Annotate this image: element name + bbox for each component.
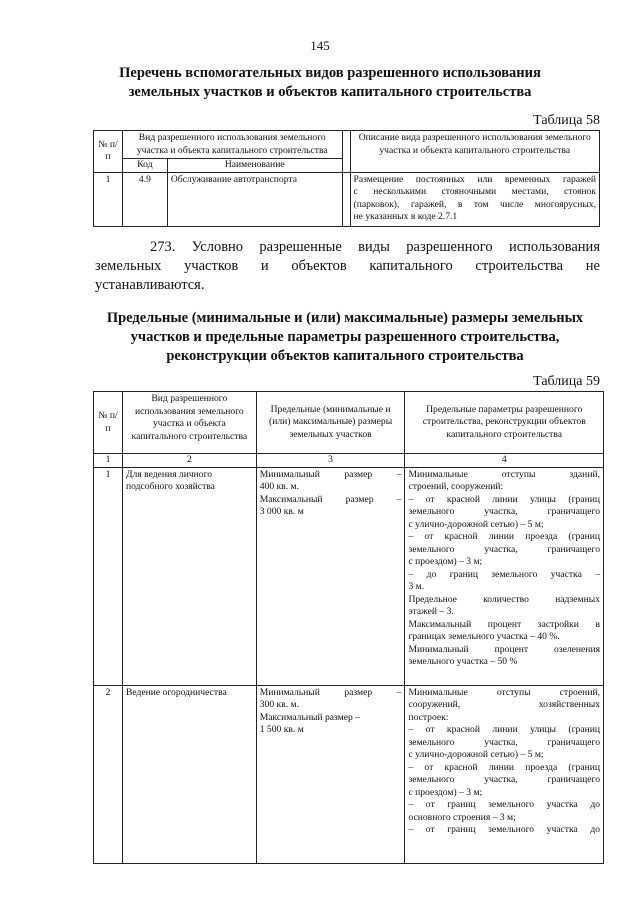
column-number: 3 bbox=[256, 454, 405, 468]
cell-code: 4.9 bbox=[122, 172, 167, 226]
paragraph-line: устанавливаются. bbox=[95, 277, 205, 293]
header-sizes: Предельные (минимальные и (или) максимальные) размеры земельных участков bbox=[256, 392, 405, 454]
header-num: № п/п bbox=[94, 392, 123, 454]
cell-line: – до границ земельного участка – bbox=[408, 568, 600, 580]
cell-params bbox=[405, 467, 604, 685]
table-row bbox=[94, 685, 604, 863]
cell-line: 3 м. bbox=[408, 581, 425, 592]
table-59 bbox=[93, 391, 604, 864]
paragraph-273 bbox=[95, 238, 600, 295]
cell-line: – от красной линии улицы (границ bbox=[408, 493, 600, 505]
cell-line: этажей – 3. bbox=[408, 606, 454, 617]
cell-use-type: Для ведения личного подсобного хозяйства bbox=[122, 467, 256, 685]
cell-line: Минимальный размер – bbox=[259, 686, 402, 698]
cell-num: 1 bbox=[94, 467, 123, 685]
desc-line: Размещение постоянных или временных гаражей bbox=[353, 173, 596, 185]
cell-name: Обслуживание автотранспорта bbox=[167, 172, 342, 226]
cell-line: 1 500 кв. м bbox=[259, 724, 304, 735]
paragraph-line: 273. Условно разрешенные виды разрешенного использования bbox=[150, 239, 600, 255]
cell-sizes bbox=[256, 467, 405, 685]
cell-line: с проездом) – 3 м; bbox=[408, 786, 483, 798]
cell-line: с проездом) – 3 м; bbox=[408, 556, 483, 567]
cell-line: земельного участка, граничащего bbox=[408, 736, 600, 748]
heading-auxiliary-uses bbox=[60, 64, 600, 102]
cell-line: – от границ земельного участка до bbox=[408, 799, 600, 810]
table-row bbox=[94, 467, 604, 685]
column-number: 1 bbox=[94, 454, 123, 468]
cell-line: построек: bbox=[408, 711, 449, 723]
cell-line: 400 кв. м. bbox=[259, 481, 299, 492]
column-number: 2 bbox=[122, 454, 256, 468]
spacer-cell bbox=[342, 131, 350, 173]
header-description: Описание вида разрешенного использования земельного участка и объекта капитального строительства bbox=[350, 131, 599, 173]
cell-num: 1 bbox=[94, 172, 123, 226]
header-use-type: Вид разрешенного использования земельного участка и объекта капитального строительства bbox=[122, 392, 256, 454]
desc-line: (парковок), гаражей, в том числе многоярусных, bbox=[353, 198, 596, 210]
cell-line: границах земельного участка – 40 %. bbox=[408, 631, 560, 642]
cell-line: основного строения – 3 м; bbox=[408, 811, 516, 823]
cell-line: Минимальные отступы строений, bbox=[408, 686, 600, 698]
cell-line: – от красной линии проезда (границ bbox=[408, 761, 600, 773]
desc-line: не указанных в коде 2.7.1 bbox=[353, 211, 458, 222]
cell-line: земельного участка, граничащего bbox=[408, 506, 600, 517]
heading-line: Перечень вспомогательных видов разрешенного использования bbox=[119, 65, 541, 81]
cell-line: строений, сооружений: bbox=[408, 481, 504, 492]
cell-line: Максимальный размер – bbox=[259, 711, 360, 723]
cell-line: земельного участка, граничащего bbox=[408, 774, 600, 785]
cell-sizes bbox=[256, 685, 405, 863]
cell-line: Максимальный процент застройки в bbox=[408, 618, 600, 630]
heading-line: Предельные (минимальные и (или) максимальные) размеры земельных bbox=[106, 310, 584, 326]
header-num: № п/п bbox=[94, 131, 123, 173]
header-use-type: Вид разрешенного использования земельного участка и объекта капитального строительства bbox=[122, 131, 342, 159]
cell-line: Минимальный размер – bbox=[259, 468, 402, 480]
heading-line: участков и предельные параметры разрешенного строительства, bbox=[130, 329, 560, 345]
header-params: Предельные параметры разрешенного строительства, реконструкции объектов капитального строительства bbox=[405, 392, 604, 454]
cell-line: – от красной линии улицы (границ bbox=[408, 724, 600, 735]
cell-line: с улично-дорожной сетью) – 5 м; bbox=[408, 518, 544, 530]
cell-line: с улично-дорожной сетью) – 5 м; bbox=[408, 749, 544, 760]
header-code: Код bbox=[122, 159, 167, 173]
heading-line: реконструкции объектов капитального строительства bbox=[166, 348, 524, 364]
cell-line: – от границ земельного участка до bbox=[408, 824, 600, 835]
cell-line: земельного участка – 50 % bbox=[408, 656, 518, 667]
cell-line: сооружений, хозяйственных bbox=[408, 699, 600, 710]
spacer-cell bbox=[342, 172, 350, 226]
table-58 bbox=[93, 130, 600, 227]
heading-limit-sizes bbox=[85, 309, 605, 366]
cell-line: – от красной линии проезда (границ bbox=[408, 531, 600, 542]
cell-num: 2 bbox=[94, 685, 123, 863]
cell-line: 300 кв. м. bbox=[259, 699, 299, 710]
desc-line: с несколькими стояночными местами, стоянок bbox=[353, 186, 596, 197]
cell-line: земельного участка, граничащего bbox=[408, 543, 600, 555]
cell-description bbox=[350, 172, 599, 226]
column-number: 4 bbox=[405, 454, 604, 468]
header-name: Наименование bbox=[167, 159, 342, 173]
cell-line: Максимальный размер – bbox=[259, 493, 402, 505]
paragraph-line: земельных участков и объектов капитального строительства не bbox=[95, 258, 600, 274]
heading-line: земельных участков и объектов капитального строительства bbox=[128, 84, 532, 100]
cell-use-type: Ведение огородничества bbox=[122, 685, 256, 863]
table-58-caption: Таблица 58 bbox=[533, 113, 600, 128]
cell-params bbox=[405, 685, 604, 863]
cell-line: Минимальный процент озеленения bbox=[408, 643, 600, 655]
cell-line: Предельное количество надземных bbox=[408, 593, 600, 605]
cell-line: Минимальные отступы зданий, bbox=[408, 468, 600, 480]
page-number: 145 bbox=[310, 38, 330, 53]
cell-line: 3 000 кв. м bbox=[259, 506, 304, 517]
table-59-caption: Таблица 59 bbox=[533, 374, 600, 389]
